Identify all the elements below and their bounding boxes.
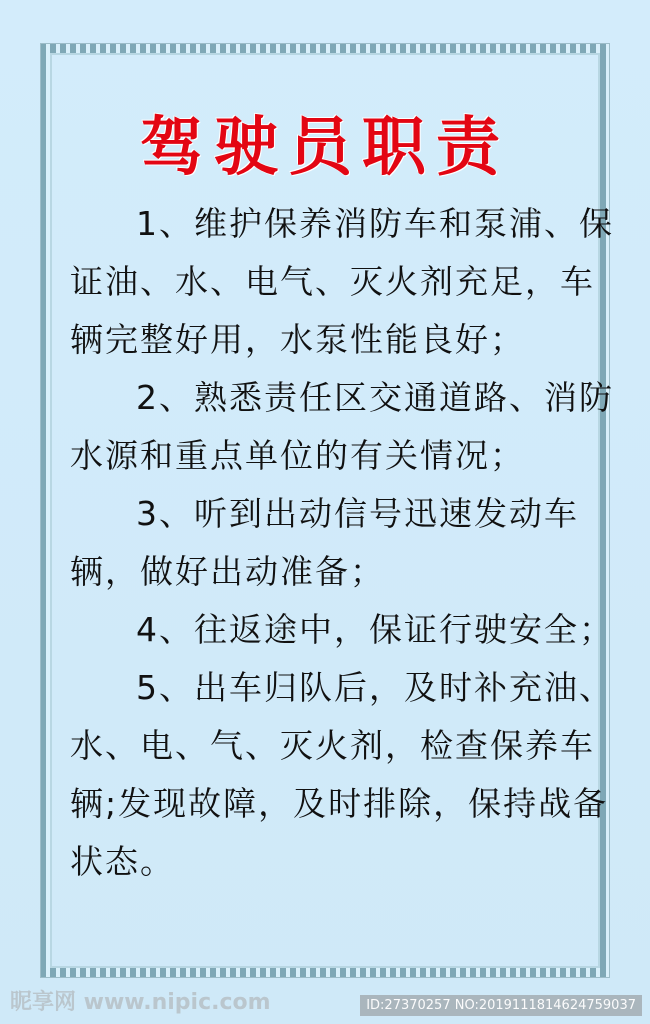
responsibility-item-2: 2、熟悉责任区交通道路、消防水源和重点单位的有关情况； xyxy=(70,378,614,475)
responsibility-item-4: 4、往返途中，保证行驶安全； xyxy=(136,610,614,649)
responsibilities-content xyxy=(70,195,618,891)
responsibility-item-1: 1、维护保养消防车和泵浦、保证油、水、电气、灭火剂充足，车辆完整好用，水泵性能良好； xyxy=(70,204,614,359)
responsibility-item-5: 5、出车归队后，及时补充油、水、电、气、灭火剂，检查保养车辆;发现故障，及时排除，保持战备状态。 xyxy=(70,668,614,881)
document-title: 驾驶员职责 xyxy=(140,111,510,185)
image-id-watermark: ID:27370257 NO:20191118146247590​37 xyxy=(360,995,642,1016)
responsibility-item-3: 3、听到出动信号迅速发动车辆，做好出动准备； xyxy=(70,494,579,591)
site-watermark: 昵享网 www.nipic.com xyxy=(10,990,271,1015)
